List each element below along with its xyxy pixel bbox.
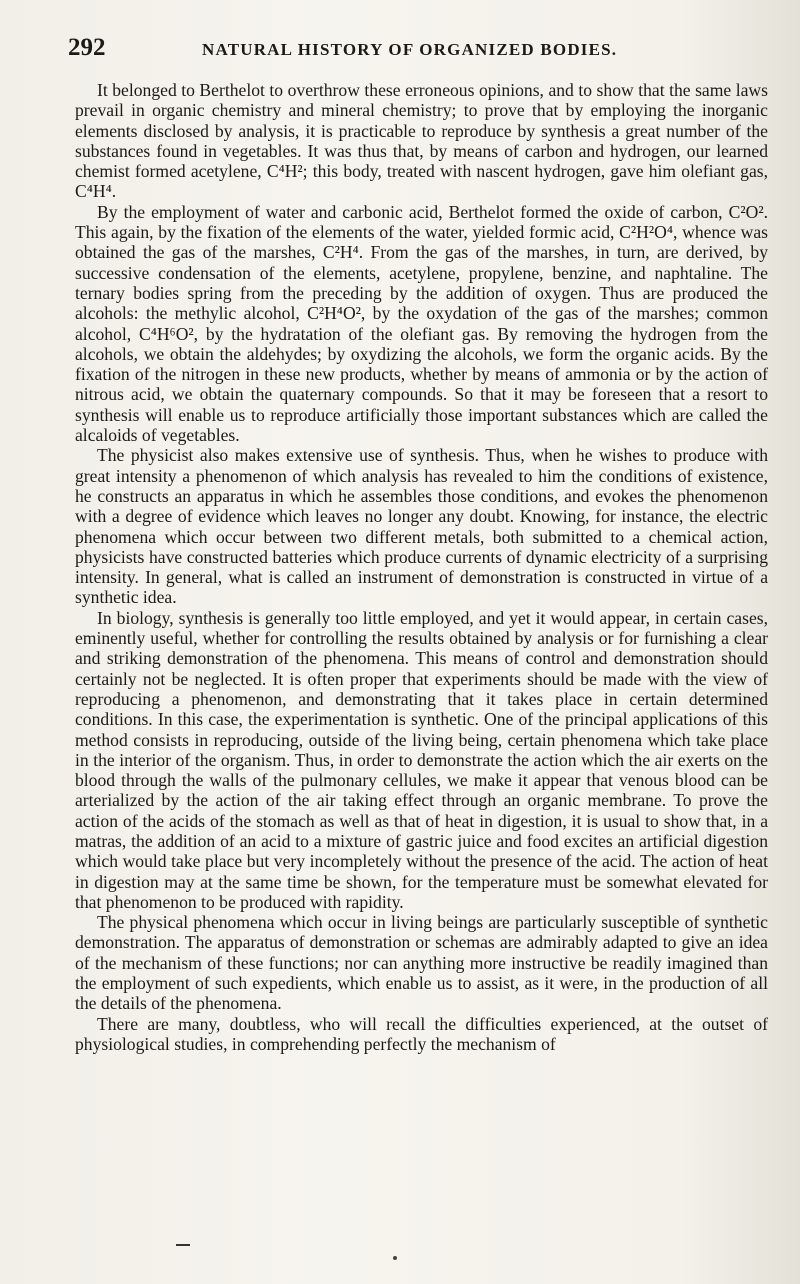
paragraph-berthelot-opinions: It belonged to Berthelot to overthrow these erroneous opinions, and to show that the same laws prevail in organic chemistry and mineral chemistry; to prove that by employing the inorganic elements disclosed by analysis, it is practicable to reproduce by synthesis a great number of the substances found in vegetables. It was thus that, by means of carbon and hydrogen, our learned chemist formed acetylene, C⁴H²; this body, treated with nascent hydrogen, gave him olefiant gas, C⁴H⁴.	[75, 80, 768, 202]
paragraph-berthelot-synthesis: By the employment of water and carbonic acid, Berthelot formed the oxide of carbon, C²O². This again, by the fixation of the elements of the water, yielded formic acid, C²H²O⁴, whence was obtained the gas of the marshes, C²H⁴. From the gas of the marshes, in turn, are derived, by successive condensation of the elements, acetylene, propylene, benzine, and naphtaline. The ternary bodies spring from the preceding by the addition of oxygen. Thus are produced the alcohols: the methylic alcohol, C²H⁴O², by the oxydation of the gas of the marshes; common alcohol, C⁴H⁶O², by the hydratation of the olefiant gas. By removing the hydrogen from the alcohols, we obtain the aldehydes; by oxydizing the alcohols, we form the organic acids. By the fixation of the nitrogen in these new products, whether by means of ammonia or by the action of nitrous acid, we obtain the quaternary compounds. So that it may be foreseen that a resort to synthesis will enable us to reproduce artificially those important substances which are called the alcaloids of vegetables.	[75, 201, 768, 446]
paragraph-physical-phenomena: The physical phenomena which occur in living beings are particularly susceptible of synthetic demonstration. The apparatus of demonstration or schemas are admirably adapted to give an idea of the mechanism of these functions; nor can anything more instructive be readily imagined than the employment of such expedients, which enable us to assist, as it were, in the production of all the details of the phenomena.	[75, 912, 768, 1014]
page-number: 292	[68, 34, 106, 61]
running-head: NATURAL HISTORY OF ORGANIZED BODIES.	[202, 40, 618, 59]
body-text	[75, 80, 768, 1054]
paragraph-biology-synthesis: In biology, synthesis is generally too little employed, and yet it would appear, in certain cases, eminently useful, whether for controlling the results obtained by analysis or for furnishing a clear and striking demonstration of the phenomena. This means of control and demonstration should certainly not be neglected. It is often proper that experiments should be made with the view of reproducing a phenomenon, and demonstrating that it takes place in certain determined conditions. In this case, the experimentation is synthetic. One of the principal applications of this method consists in reproducing, outside of the living being, certain phenomena which take place in the interior of the organism. Thus, in order to demonstrate the action which the air exerts on the blood through the walls of the pulmonary cellules, we make it appear that venous blood can be arterialized by the action of the air taking effect through an organic membrane. To prove the action of the acids of the stomach as well as that of heat in digestion, it is usual to show that, in a matras, the addition of an acid to a mixture of gastric juice and food excites an artificial digestion which would take place but very incompletely without the presence of the acid. The action of heat in digestion may at the same time be shown, for the temperature must be somewhat elevated for that phenomenon to be produced with rapidity.	[75, 607, 768, 912]
footer-dot-mark	[393, 1256, 397, 1260]
paragraph-physiological-studies: There are many, doubtless, who will recall the difficulties experienced, at the outset of physiological studies, in comprehending perfectly the mechanism of	[75, 1013, 768, 1054]
page-header	[62, 34, 760, 64]
paragraph-physicist-synthesis: The physicist also makes extensive use of synthesis. Thus, when he wishes to produce with great intensity a phenomenon of which analysis has revealed to him the conditions of existence, he constructs an apparatus in which he assembles those conditions, and evokes the phenomenon with a degree of evidence which leaves no longer any doubt. Knowing, for instance, the electric phenomena which occur between two different metals, both submitted to a chemical action, physicists have constructed batteries which produce currents of dynamic electricity of a surprising intensity. In general, what is called an instrument of demonstration is constructed in virtue of a synthetic idea.	[75, 445, 768, 608]
footer-dash-mark	[176, 1244, 190, 1246]
